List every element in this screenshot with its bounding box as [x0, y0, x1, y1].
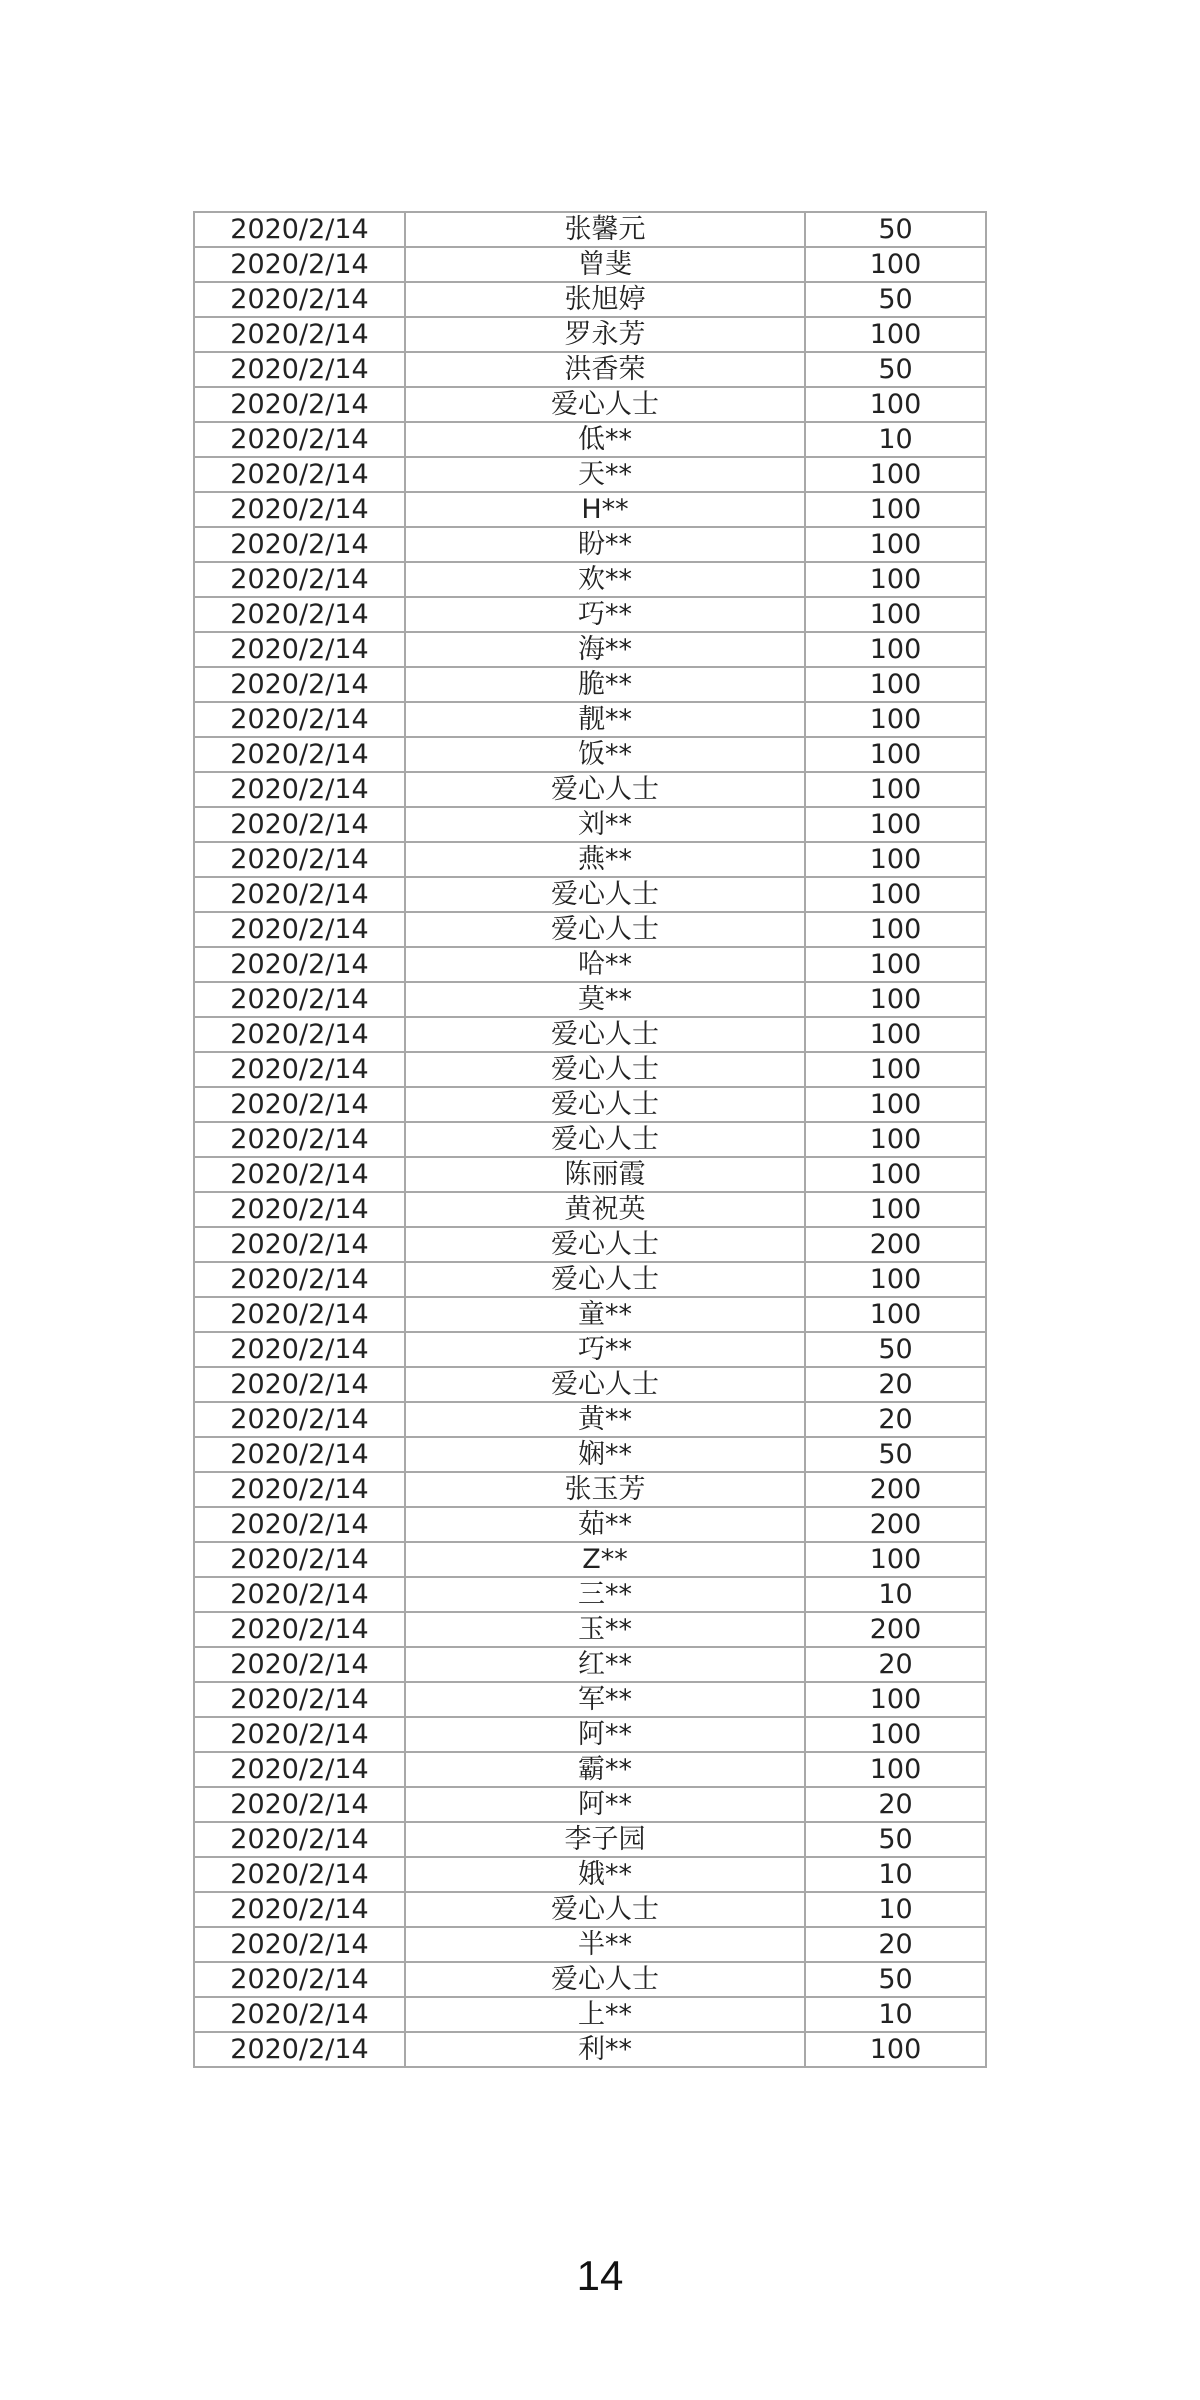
donor-name-cell: 爱心人士: [405, 1087, 805, 1122]
date-cell: 2020/2/14: [194, 282, 405, 317]
date-cell: 2020/2/14: [194, 1332, 405, 1367]
donor-name-cell: 黄**: [405, 1402, 805, 1437]
amount-cell: 100: [805, 457, 986, 492]
date-cell: 2020/2/14: [194, 1297, 405, 1332]
donor-name-cell: H**: [405, 492, 805, 527]
amount-cell: 50: [805, 1437, 986, 1472]
table-row: [194, 1122, 986, 1157]
table-row: [194, 2032, 986, 2067]
date-cell: 2020/2/14: [194, 597, 405, 632]
amount-cell: 100: [805, 1752, 986, 1787]
table-row: [194, 982, 986, 1017]
donor-name-cell: 张旭婷: [405, 282, 805, 317]
table-row: [194, 1612, 986, 1647]
amount-cell: 100: [805, 1262, 986, 1297]
table-row: [194, 1927, 986, 1962]
date-cell: 2020/2/14: [194, 877, 405, 912]
date-cell: 2020/2/14: [194, 1122, 405, 1157]
donor-name-cell: 洪香荣: [405, 352, 805, 387]
amount-cell: 100: [805, 807, 986, 842]
donor-name-cell: 霸**: [405, 1752, 805, 1787]
table-row: [194, 527, 986, 562]
date-cell: 2020/2/14: [194, 1017, 405, 1052]
table-row: [194, 632, 986, 667]
table-row: [194, 1997, 986, 2032]
date-cell: 2020/2/14: [194, 247, 405, 282]
amount-cell: 100: [805, 597, 986, 632]
table-row: [194, 1787, 986, 1822]
amount-cell: 100: [805, 1087, 986, 1122]
donor-name-cell: 阿**: [405, 1717, 805, 1752]
donor-name-cell: 爱心人士: [405, 1122, 805, 1157]
amount-cell: 50: [805, 1822, 986, 1857]
date-cell: 2020/2/14: [194, 947, 405, 982]
amount-cell: 20: [805, 1927, 986, 1962]
date-cell: 2020/2/14: [194, 1192, 405, 1227]
amount-cell: 20: [805, 1402, 986, 1437]
donor-name-cell: 爱心人士: [405, 1892, 805, 1927]
amount-cell: 100: [805, 492, 986, 527]
donor-name-cell: 巧**: [405, 597, 805, 632]
donor-name-cell: 脆**: [405, 667, 805, 702]
date-cell: 2020/2/14: [194, 562, 405, 597]
table-row: [194, 772, 986, 807]
donor-name-cell: 燕**: [405, 842, 805, 877]
donor-name-cell: 张馨元: [405, 212, 805, 247]
amount-cell: 100: [805, 737, 986, 772]
amount-cell: 100: [805, 772, 986, 807]
amount-cell: 100: [805, 1017, 986, 1052]
amount-cell: 50: [805, 1332, 986, 1367]
date-cell: 2020/2/14: [194, 667, 405, 702]
donor-name-cell: 爱心人士: [405, 387, 805, 422]
date-cell: 2020/2/14: [194, 1577, 405, 1612]
donor-name-cell: 巧**: [405, 1332, 805, 1367]
amount-cell: 200: [805, 1507, 986, 1542]
table-row: [194, 1437, 986, 1472]
table-row: [194, 1752, 986, 1787]
donor-name-cell: 爱心人士: [405, 1262, 805, 1297]
date-cell: 2020/2/14: [194, 527, 405, 562]
donor-name-cell: 曾斐: [405, 247, 805, 282]
date-cell: 2020/2/14: [194, 842, 405, 877]
table-row: [194, 1017, 986, 1052]
donor-name-cell: 爱心人士: [405, 1052, 805, 1087]
table-row: [194, 1227, 986, 1262]
table-row: [194, 317, 986, 352]
donor-name-cell: 娴**: [405, 1437, 805, 1472]
donation-table: [193, 211, 987, 2068]
table-row: [194, 702, 986, 737]
date-cell: 2020/2/14: [194, 1262, 405, 1297]
amount-cell: 20: [805, 1787, 986, 1822]
table-row: [194, 352, 986, 387]
donor-name-cell: 茹**: [405, 1507, 805, 1542]
date-cell: 2020/2/14: [194, 1052, 405, 1087]
donor-name-cell: 张玉芳: [405, 1472, 805, 1507]
date-cell: 2020/2/14: [194, 1787, 405, 1822]
date-cell: 2020/2/14: [194, 1507, 405, 1542]
donor-name-cell: 陈丽霞: [405, 1157, 805, 1192]
date-cell: 2020/2/14: [194, 1542, 405, 1577]
donation-table-container: [193, 211, 985, 2068]
amount-cell: 100: [805, 1052, 986, 1087]
date-cell: 2020/2/14: [194, 982, 405, 1017]
date-cell: 2020/2/14: [194, 422, 405, 457]
donor-name-cell: 天**: [405, 457, 805, 492]
table-row: [194, 807, 986, 842]
table-row: [194, 1192, 986, 1227]
table-row: [194, 1647, 986, 1682]
table-row: [194, 387, 986, 422]
amount-cell: 100: [805, 982, 986, 1017]
table-row: [194, 597, 986, 632]
donor-name-cell: 海**: [405, 632, 805, 667]
date-cell: 2020/2/14: [194, 317, 405, 352]
amount-cell: 10: [805, 1892, 986, 1927]
donor-name-cell: 爱心人士: [405, 877, 805, 912]
donor-name-cell: 童**: [405, 1297, 805, 1332]
donor-name-cell: 刘**: [405, 807, 805, 842]
table-row: [194, 562, 986, 597]
date-cell: 2020/2/14: [194, 1962, 405, 1997]
amount-cell: 100: [805, 912, 986, 947]
donor-name-cell: 半**: [405, 1927, 805, 1962]
table-row: [194, 947, 986, 982]
date-cell: 2020/2/14: [194, 212, 405, 247]
table-row: [194, 1297, 986, 1332]
amount-cell: 100: [805, 1717, 986, 1752]
donor-name-cell: 哈**: [405, 947, 805, 982]
date-cell: 2020/2/14: [194, 1857, 405, 1892]
table-row: [194, 1402, 986, 1437]
table-row: [194, 912, 986, 947]
table-row: [194, 1157, 986, 1192]
donor-name-cell: 利**: [405, 2032, 805, 2067]
date-cell: 2020/2/14: [194, 387, 405, 422]
amount-cell: 100: [805, 2032, 986, 2067]
date-cell: 2020/2/14: [194, 1717, 405, 1752]
table-row: [194, 1472, 986, 1507]
date-cell: 2020/2/14: [194, 1997, 405, 2032]
donor-name-cell: 欢**: [405, 562, 805, 597]
amount-cell: 20: [805, 1367, 986, 1402]
donor-name-cell: 爱心人士: [405, 1017, 805, 1052]
table-row: [194, 1892, 986, 1927]
donor-name-cell: 玉**: [405, 1612, 805, 1647]
table-row: [194, 1262, 986, 1297]
donor-name-cell: 三**: [405, 1577, 805, 1612]
date-cell: 2020/2/14: [194, 457, 405, 492]
table-row: [194, 422, 986, 457]
amount-cell: 50: [805, 282, 986, 317]
donor-name-cell: 爱心人士: [405, 1367, 805, 1402]
amount-cell: 100: [805, 387, 986, 422]
table-row: [194, 1717, 986, 1752]
donor-name-cell: 莫**: [405, 982, 805, 1017]
date-cell: 2020/2/14: [194, 1157, 405, 1192]
date-cell: 2020/2/14: [194, 2032, 405, 2067]
donor-name-cell: Z**: [405, 1542, 805, 1577]
amount-cell: 200: [805, 1612, 986, 1647]
date-cell: 2020/2/14: [194, 1927, 405, 1962]
date-cell: 2020/2/14: [194, 492, 405, 527]
amount-cell: 50: [805, 212, 986, 247]
amount-cell: 100: [805, 1297, 986, 1332]
table-row: [194, 492, 986, 527]
amount-cell: 50: [805, 1962, 986, 1997]
amount-cell: 100: [805, 632, 986, 667]
donation-table-body: [194, 212, 986, 2067]
date-cell: 2020/2/14: [194, 1892, 405, 1927]
donor-name-cell: 盼**: [405, 527, 805, 562]
amount-cell: 100: [805, 1192, 986, 1227]
table-row: [194, 1542, 986, 1577]
donor-name-cell: 饭**: [405, 737, 805, 772]
amount-cell: 100: [805, 877, 986, 912]
date-cell: 2020/2/14: [194, 1822, 405, 1857]
donor-name-cell: 爱心人士: [405, 1962, 805, 1997]
date-cell: 2020/2/14: [194, 1227, 405, 1262]
amount-cell: 100: [805, 1542, 986, 1577]
table-row: [194, 1052, 986, 1087]
date-cell: 2020/2/14: [194, 807, 405, 842]
donor-name-cell: 靓**: [405, 702, 805, 737]
amount-cell: 100: [805, 562, 986, 597]
donor-name-cell: 爱心人士: [405, 912, 805, 947]
date-cell: 2020/2/14: [194, 1472, 405, 1507]
amount-cell: 100: [805, 947, 986, 982]
amount-cell: 200: [805, 1472, 986, 1507]
date-cell: 2020/2/14: [194, 1367, 405, 1402]
amount-cell: 100: [805, 702, 986, 737]
table-row: [194, 1577, 986, 1612]
table-row: [194, 1332, 986, 1367]
amount-cell: 100: [805, 1682, 986, 1717]
page-number: 14: [576, 2252, 624, 2299]
amount-cell: 200: [805, 1227, 986, 1262]
date-cell: 2020/2/14: [194, 702, 405, 737]
date-cell: 2020/2/14: [194, 1087, 405, 1122]
donor-name-cell: 罗永芳: [405, 317, 805, 352]
date-cell: 2020/2/14: [194, 1612, 405, 1647]
amount-cell: 20: [805, 1647, 986, 1682]
amount-cell: 100: [805, 317, 986, 352]
date-cell: 2020/2/14: [194, 1647, 405, 1682]
date-cell: 2020/2/14: [194, 352, 405, 387]
amount-cell: 100: [805, 1157, 986, 1192]
table-row: [194, 1822, 986, 1857]
date-cell: 2020/2/14: [194, 1402, 405, 1437]
table-row: [194, 1507, 986, 1542]
table-row: [194, 282, 986, 317]
table-row: [194, 842, 986, 877]
amount-cell: 10: [805, 1577, 986, 1612]
table-row: [194, 1087, 986, 1122]
donor-name-cell: 娥**: [405, 1857, 805, 1892]
table-row: [194, 737, 986, 772]
date-cell: 2020/2/14: [194, 737, 405, 772]
amount-cell: 100: [805, 842, 986, 877]
date-cell: 2020/2/14: [194, 632, 405, 667]
donor-name-cell: 爱心人士: [405, 772, 805, 807]
donor-name-cell: 低**: [405, 422, 805, 457]
amount-cell: 100: [805, 247, 986, 282]
table-row: [194, 877, 986, 912]
amount-cell: 100: [805, 1122, 986, 1157]
donor-name-cell: 军**: [405, 1682, 805, 1717]
table-row: [194, 1857, 986, 1892]
amount-cell: 10: [805, 1857, 986, 1892]
table-row: [194, 1962, 986, 1997]
date-cell: 2020/2/14: [194, 1752, 405, 1787]
donor-name-cell: 李子园: [405, 1822, 805, 1857]
table-row: [194, 212, 986, 247]
table-row: [194, 1682, 986, 1717]
amount-cell: 100: [805, 667, 986, 702]
amount-cell: 10: [805, 422, 986, 457]
date-cell: 2020/2/14: [194, 1682, 405, 1717]
donor-name-cell: 红**: [405, 1647, 805, 1682]
date-cell: 2020/2/14: [194, 1437, 405, 1472]
donor-name-cell: 阿**: [405, 1787, 805, 1822]
date-cell: 2020/2/14: [194, 772, 405, 807]
donor-name-cell: 黄祝英: [405, 1192, 805, 1227]
table-row: [194, 457, 986, 492]
table-row: [194, 667, 986, 702]
donor-name-cell: 爱心人士: [405, 1227, 805, 1262]
amount-cell: 100: [805, 527, 986, 562]
donor-name-cell: 上**: [405, 1997, 805, 2032]
table-row: [194, 1367, 986, 1402]
amount-cell: 10: [805, 1997, 986, 2032]
date-cell: 2020/2/14: [194, 912, 405, 947]
table-row: [194, 247, 986, 282]
amount-cell: 50: [805, 352, 986, 387]
